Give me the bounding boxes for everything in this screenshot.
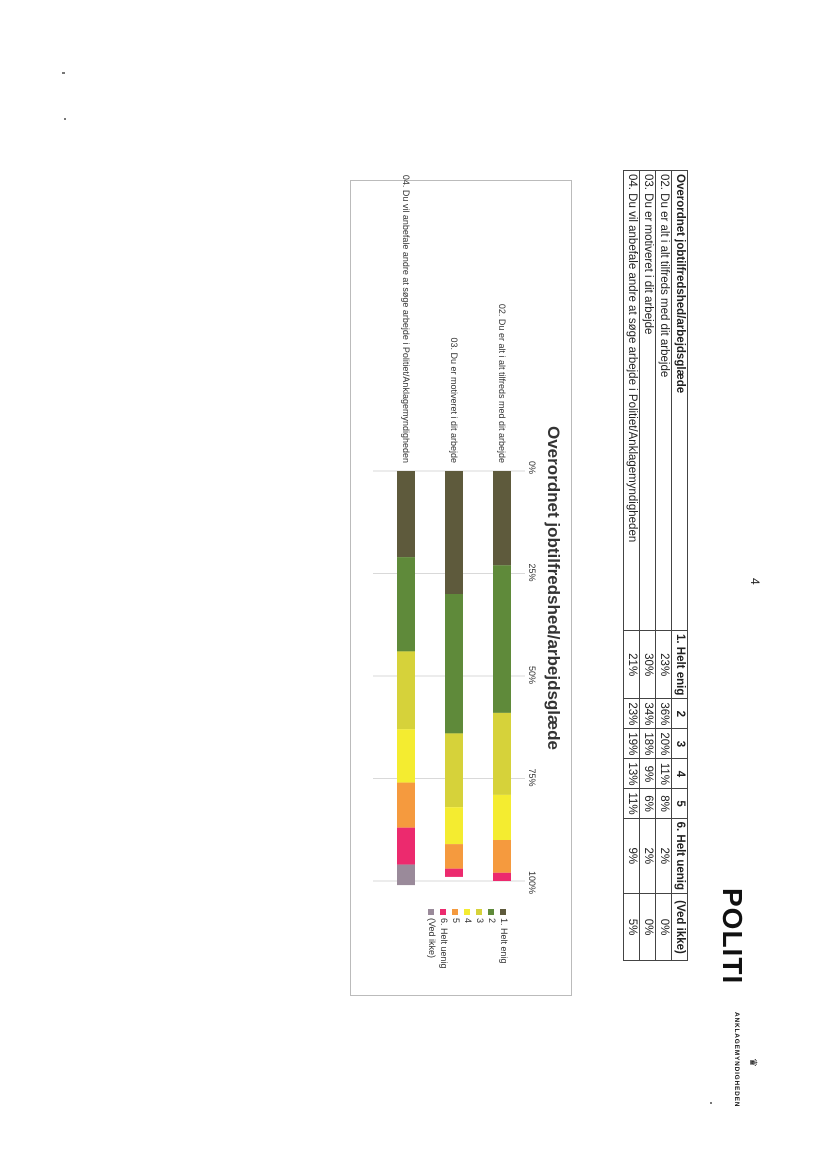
table-cell: 2% [640, 818, 656, 893]
table-row [640, 171, 656, 961]
bar-segment [445, 471, 463, 594]
table-cell: 5% [624, 894, 640, 961]
legend-item [451, 909, 461, 923]
crown-icon: ♛ [747, 1058, 758, 1067]
legend-swatch [500, 909, 506, 915]
x-tick-label: 75% [527, 768, 537, 787]
table-header-cell: 1. Helt enig [672, 631, 688, 699]
category-label: 03. Du er motiveret i dit arbejde [449, 337, 459, 463]
legend-item [427, 909, 437, 958]
bar-segment [397, 651, 415, 729]
table-cell: 23% [624, 699, 640, 729]
legend-item [463, 909, 473, 923]
page-number: 4 [748, 578, 762, 585]
table-header-cell: 4 [672, 759, 688, 789]
legend-swatch [476, 909, 482, 915]
row-label: 03. Du er motiveret i dit arbejde [640, 171, 656, 631]
table-cell: 11% [624, 789, 640, 818]
category-label: 02. Du er alt i alt tilfreds med dit arbejde [497, 303, 507, 463]
table-cell: 19% [624, 729, 640, 759]
x-tick-label: 0% [527, 461, 537, 475]
table-header-cell: 3 [672, 729, 688, 759]
legend-label: 4 [463, 918, 473, 924]
bar-segment [493, 471, 511, 565]
row-label: 04. Du vil anbefale andre at søge arbejde i Politiet/Anklagemyndigheden [624, 171, 640, 631]
row-label: 02. Du er alt i alt tilfreds med dit arbejde [656, 171, 672, 631]
x-tick-label: 100% [527, 871, 537, 895]
bar-segment [397, 865, 415, 886]
table-title: Overordnet jobtilfredshed/arbejdsglæde [672, 171, 688, 631]
legend-label: 3 [475, 918, 485, 924]
table-header-cell: 2 [672, 699, 688, 729]
table-cell: 6% [640, 789, 656, 818]
legend-label: 2 [487, 918, 497, 924]
bar-segment [493, 840, 511, 873]
bar-segment [493, 565, 511, 713]
legend-swatch [464, 909, 470, 915]
stacked-bar-chart [351, 181, 571, 995]
legend-item [439, 909, 449, 969]
bar-segment [493, 795, 511, 840]
table-cell: 0% [640, 894, 656, 961]
table-cell: 23% [656, 631, 672, 699]
table-header-row [672, 171, 688, 961]
table-header-cell: 6. Helt uenig [672, 818, 688, 893]
logo-wordmark: POLITI [717, 888, 748, 985]
results-table [623, 170, 688, 961]
bar-segment [397, 828, 415, 865]
table-cell: 13% [624, 759, 640, 789]
table-cell: 21% [624, 631, 640, 699]
bar-segment [445, 807, 463, 844]
chart-title: Overordnet jobtilfredshed/arbejdsglæde [544, 425, 563, 750]
legend-item [499, 909, 509, 964]
legend-item [487, 909, 497, 923]
x-tick-label: 25% [527, 563, 537, 582]
table-cell: 34% [640, 699, 656, 729]
bar-segment [493, 873, 511, 881]
legend-swatch [428, 909, 434, 915]
table-cell: 30% [640, 631, 656, 699]
legend-swatch [452, 909, 458, 915]
bar-segment [397, 729, 415, 782]
table-cell: 11% [656, 759, 672, 789]
table-cell: 18% [640, 729, 656, 759]
legend-label: 6. Helt uenig [439, 918, 449, 969]
table-cell: 8% [656, 789, 672, 818]
table-cell: 20% [656, 729, 672, 759]
table-cell: 0% [656, 894, 672, 961]
table-cell: 9% [640, 759, 656, 789]
bar-segment [397, 471, 415, 557]
legend-label: (Ved ikke) [427, 918, 437, 959]
legend-label: 1. Helt enig [499, 918, 509, 964]
bar-segment [445, 594, 463, 733]
bar-segment [397, 557, 415, 651]
x-tick-label: 50% [527, 666, 537, 685]
table-cell: 2% [656, 818, 672, 893]
bar-segment [445, 733, 463, 807]
table-header-cell: 5 [672, 789, 688, 818]
bar-segment [445, 869, 463, 877]
logo-subtitle: ANKLAGEMYNDIGHEDEN [733, 1012, 740, 1108]
table-cell: 36% [656, 699, 672, 729]
legend-label: 5 [451, 918, 461, 924]
table-row [656, 171, 672, 961]
bar-segment [493, 713, 511, 795]
bar-segment [397, 783, 415, 828]
category-label: 04. Du vil anbefale andre at søge arbejde i Politiet/Anklagemyndigheden [401, 174, 411, 463]
politi-logo [717, 888, 758, 1108]
chart-container [350, 174, 572, 996]
table-cell: 9% [624, 818, 640, 893]
legend-swatch [440, 909, 446, 915]
table-header-cell: (Ved ikke) [672, 894, 688, 961]
table-row [624, 171, 640, 961]
legend-item [475, 909, 485, 923]
bar-segment [445, 844, 463, 869]
legend-swatch [488, 909, 494, 915]
